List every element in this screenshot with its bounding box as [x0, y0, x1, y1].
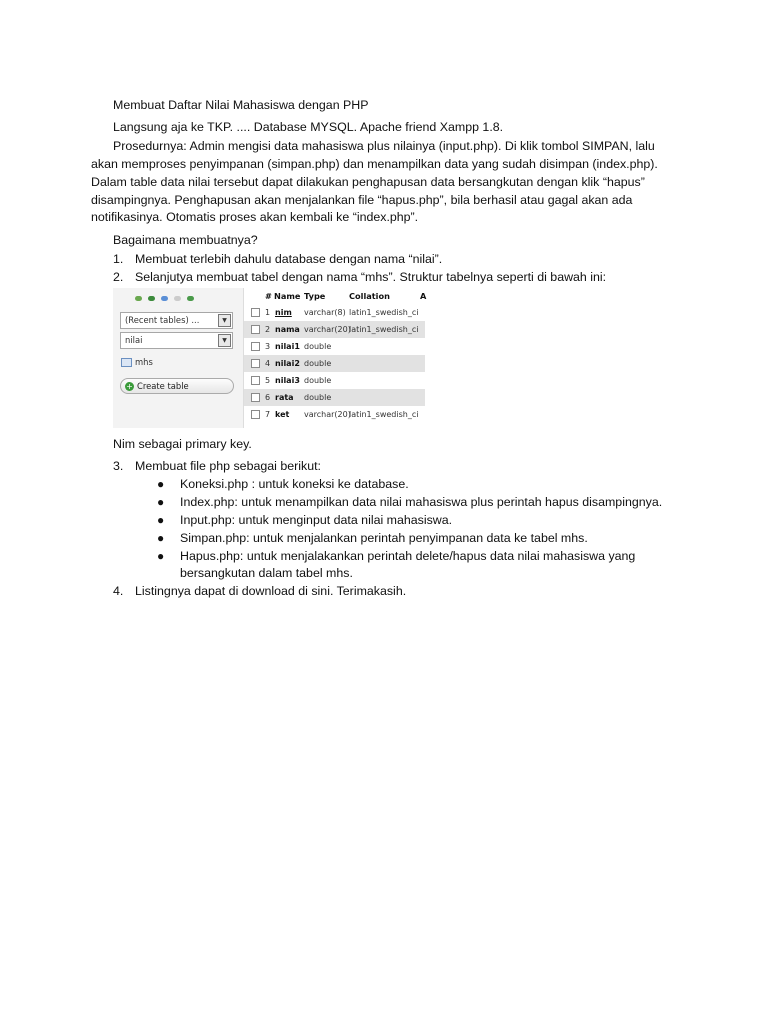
table-row: 6 rata double	[244, 389, 425, 406]
bullet-icon: ●	[157, 549, 165, 563]
query-icon	[161, 296, 168, 301]
bullet-icon: ●	[157, 477, 165, 491]
row-checkbox[interactable]	[251, 359, 260, 368]
docs-icon	[174, 296, 181, 301]
chevron-down-icon: ▼	[218, 314, 231, 327]
procedure-line-5: notifikasinya. Otomatis proses akan kembali ke “index.php”.	[91, 210, 419, 224]
step-2	[113, 269, 693, 286]
procedure-line-1: Prosedurnya: Admin mengisi data mahasiswa plus nilainya (input.php). Di klik tombol SIMPAN, lalu	[113, 139, 655, 153]
row-checkbox[interactable]	[251, 410, 260, 419]
primary-key-note: Nim sebagai primary key.	[113, 437, 252, 451]
question-text: Bagaimana membuatnya?	[113, 233, 258, 247]
list-item: ● Index.php: untuk menampilkan data nilai mahasiswa plus perintah hapus disampingnya.	[157, 495, 663, 509]
intro-text: Langsung aja ke TKP. .... Database MYSQL. Apache friend Xampp 1.8.	[113, 120, 504, 134]
procedure-line-3: Dalam table data nilai tersebut dapat dilakukan penghapusan data bersangkutan dengan klik “hapus”	[91, 175, 645, 189]
step-number: 2.	[113, 270, 124, 284]
table-row: 3 nilai1 double	[244, 338, 425, 355]
row-checkbox[interactable]	[251, 325, 260, 334]
row-checkbox[interactable]	[251, 342, 260, 351]
document-title: Membuat Daftar Nilai Mahasiswa dengan PHP	[113, 98, 369, 112]
step-text: Membuat file php sebagai berikut:	[135, 459, 321, 473]
step-text: Membuat terlebih dahulu database dengan nama “nilai”.	[135, 252, 443, 266]
step-number: 1.	[113, 252, 124, 266]
table-structure-screenshot	[113, 288, 425, 428]
plus-icon: +	[126, 382, 133, 391]
list-item: ● Input.php: untuk menginput data nilai mahasiswa.	[157, 513, 453, 527]
row-checkbox[interactable]	[251, 376, 260, 385]
bullet-icon: ●	[157, 495, 165, 509]
database-select[interactable]: nilai ▼	[120, 332, 233, 349]
bullet-icon: ●	[157, 513, 165, 527]
step-4	[113, 583, 693, 600]
chevron-down-icon: ▼	[218, 334, 231, 347]
list-item: ● Hapus.php: untuk menjalakankan perintah delete/hapus data nilai mahasiswa yang bersangkutan dalam tabel mhs.	[157, 549, 636, 580]
home-icon	[135, 296, 142, 301]
procedure-line-4: disampingnya. Penghapusan akan menjalankan file “hapus.php”, bila berhasil atau gagal akan ada	[91, 193, 633, 207]
table-row: 5 nilai3 double	[244, 372, 425, 389]
step-text: Selanjutya membuat tabel dengan nama “mhs”. Struktur tabelnya seperti di bawah ini:	[135, 270, 607, 284]
step-number: 3.	[113, 459, 124, 473]
reload-icon	[187, 296, 194, 301]
table-row: 2 nama varchar(20) latin1_swedish_ci	[244, 321, 425, 338]
step-number: 4.	[113, 584, 124, 598]
navigation-panel	[113, 288, 244, 428]
bullet-icon: ●	[157, 531, 165, 545]
procedure-line-2: akan memproses penyimpanan (simpan.php) dan menampilkan data yang sudah disimpan (index.php).	[91, 157, 658, 171]
table-icon	[121, 358, 132, 367]
step-text: Listingnya dapat di download di sini. Terimakasih.	[135, 584, 407, 598]
table-row: 4 nilai2 double	[244, 355, 425, 372]
list-item: ● Koneksi.php : untuk koneksi ke database.	[157, 477, 409, 491]
structure-table	[244, 288, 425, 423]
row-checkbox[interactable]	[251, 308, 260, 317]
list-item: ● Simpan.php: untuk menjalankan perintah penyimpanan data ke tabel mhs.	[157, 531, 588, 545]
table-link-mhs[interactable]: mhs	[121, 354, 153, 371]
nav-toolbar-icons	[135, 288, 215, 294]
create-table-button[interactable]: + Create table	[120, 378, 234, 394]
recent-tables-select[interactable]: (Recent tables) ... ▼	[120, 312, 233, 329]
logout-icon	[148, 296, 155, 301]
step-3	[113, 458, 693, 475]
table-header: # Name Type Collation A	[265, 291, 427, 301]
step-1	[113, 251, 693, 268]
row-checkbox[interactable]	[251, 393, 260, 402]
table-row: 7 ket varchar(20) latin1_swedish_ci	[244, 406, 425, 423]
table-row: 1 nim varchar(8) latin1_swedish_ci	[244, 304, 425, 321]
